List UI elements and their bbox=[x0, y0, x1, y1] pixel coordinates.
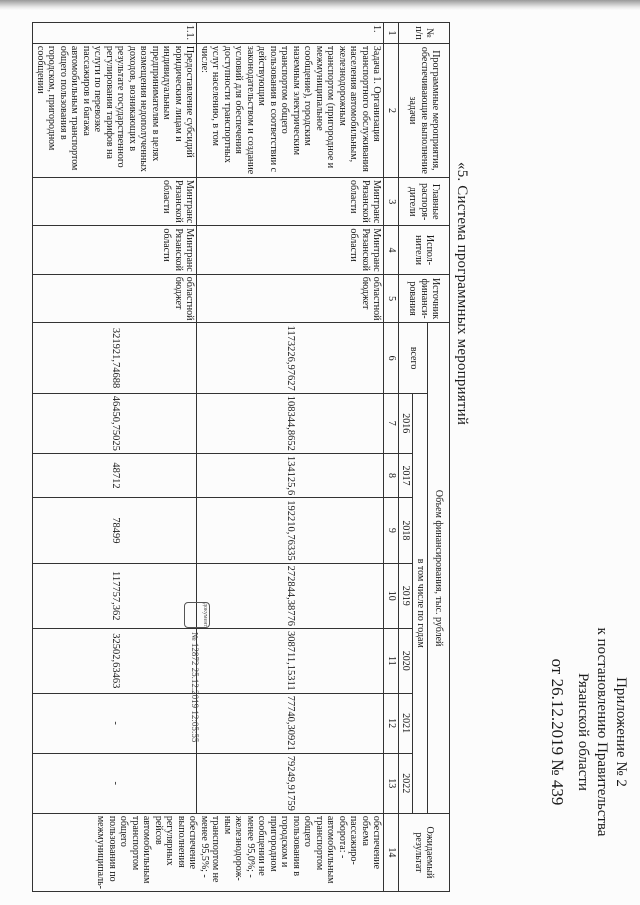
header-executors: Испол-нители bbox=[399, 226, 450, 274]
col-number: 12 bbox=[384, 693, 399, 753]
header-source: Источник финанси-рования bbox=[399, 274, 450, 323]
row-2021: - bbox=[33, 693, 197, 753]
header-by-years: в том числе по годам bbox=[413, 393, 428, 813]
table-row bbox=[197, 23, 384, 892]
col-number: 1 bbox=[384, 23, 399, 44]
row-2019: 272844,38776 bbox=[197, 563, 384, 628]
row-2020: 308711,15311 bbox=[197, 628, 384, 693]
row-2018: 192210,76335 bbox=[197, 498, 384, 563]
row-2020: 32502,63463 bbox=[33, 628, 197, 693]
header-num: № п/п bbox=[399, 23, 450, 44]
appendix-header bbox=[548, 582, 630, 882]
row-num: 1. bbox=[197, 23, 384, 44]
appendix-line-2: к постановлению Правительства bbox=[594, 627, 610, 837]
row-manager: Минтранс Рязанской области bbox=[197, 178, 384, 226]
row-2022: - bbox=[33, 753, 197, 813]
registration-number: № 12872 25.12.2019 12:05:55 bbox=[190, 632, 200, 743]
row-executor: Минтранс Рязанской области bbox=[33, 226, 197, 274]
col-number: 11 bbox=[384, 628, 399, 693]
row-result: обеспечение объема пассажиро-оборота: - автомобильным транспортом общего пользования в городском и пригородном сообщении не менее 95,0%; - железнодорож-ным транспортом не менее 95,5%; - обеспечение выполнения регулярных рейсов автомобильным транспортом общего пользования по межмуниципаль- bbox=[33, 813, 384, 891]
row-2018: 78499 bbox=[33, 498, 197, 563]
row-source: областной бюджет bbox=[33, 274, 197, 323]
registration-stamp-icon: документ bbox=[184, 602, 210, 628]
row-2017: 134125,6 bbox=[197, 453, 384, 497]
col-number: 13 bbox=[384, 753, 399, 813]
year-2016: 2016 bbox=[399, 393, 414, 453]
appendix-line-1: Приложение № 2 bbox=[613, 677, 629, 787]
year-2018: 2018 bbox=[399, 498, 414, 563]
header-result: Ожидаемый результат bbox=[399, 813, 450, 891]
row-2021: 77740,30921 bbox=[197, 693, 384, 753]
row-2016: 108344,8652 bbox=[197, 393, 384, 453]
programme-measures-table bbox=[33, 22, 451, 892]
header-measures: Программные мероприятия, обеспечивающие выполнение задачи bbox=[399, 43, 450, 177]
row-num: 1.1. bbox=[33, 23, 197, 44]
col-number: 7 bbox=[384, 393, 399, 453]
col-number: 6 bbox=[384, 323, 399, 393]
row-executor: Минтранс Рязанской области bbox=[197, 226, 384, 274]
row-total: 321921,74688 bbox=[33, 323, 197, 393]
table-row bbox=[33, 23, 197, 892]
appendix-line-3: Рязанской области bbox=[575, 673, 591, 791]
row-measure: Задача 1. Организация транспортного обслуживания населения автомобильным, железнодорожным транспортом (пригородное и межмуниципальное сообщение), городским наземным электрическим транспортом общего пользования в соответствии с действующим законодательством и создание условий для обеспечения доступности транспортных услуг населению, в том числе: bbox=[197, 43, 384, 177]
appendix-line-4: от 26.12.2019 № 439 bbox=[548, 658, 567, 806]
year-2017: 2017 bbox=[399, 453, 414, 497]
row-total: 1173226,97627 bbox=[197, 323, 384, 393]
header-managers: Главные распоря-дители bbox=[399, 178, 450, 226]
section-title: «5. Система программных мероприятий bbox=[454, 162, 470, 426]
col-number: 14 bbox=[384, 813, 399, 891]
row-measure: Предоставление субсидий юридическим лицам и индивидуальным предпринимателям в целях возмещения недополученных доходов, возникающих в результате государственного регулирования тарифов на услуги по перевозке пассажиров и багажа автомобильным транспортом общего пользования в городском, пригородном сообщении bbox=[33, 43, 197, 177]
header-total: всего bbox=[399, 323, 428, 393]
year-2020: 2020 bbox=[399, 628, 414, 693]
col-number: 5 bbox=[384, 274, 399, 323]
col-number: 10 bbox=[384, 563, 399, 628]
col-number: 2 bbox=[384, 43, 399, 177]
year-2022: 2022 bbox=[399, 753, 414, 813]
row-2017: 48712 bbox=[33, 453, 197, 497]
row-2016: 46450,75025 bbox=[33, 393, 197, 453]
row-manager: Минтранс Рязанской области bbox=[33, 178, 197, 226]
rotated-sheet bbox=[10, 12, 630, 892]
header-funding: Объем финансирования, тыс. рублей bbox=[428, 323, 450, 813]
row-source: областной бюджет bbox=[197, 274, 384, 323]
row-2019: 117757,362 bbox=[33, 563, 197, 628]
col-number: 3 bbox=[384, 178, 399, 226]
col-number: 9 bbox=[384, 498, 399, 563]
col-number: 8 bbox=[384, 453, 399, 497]
row-2022: 79249,91759 bbox=[197, 753, 384, 813]
col-number: 4 bbox=[384, 226, 399, 274]
scan-edge-shadow bbox=[0, 0, 640, 10]
year-2019: 2019 bbox=[399, 563, 414, 628]
year-2021: 2021 bbox=[399, 693, 414, 753]
